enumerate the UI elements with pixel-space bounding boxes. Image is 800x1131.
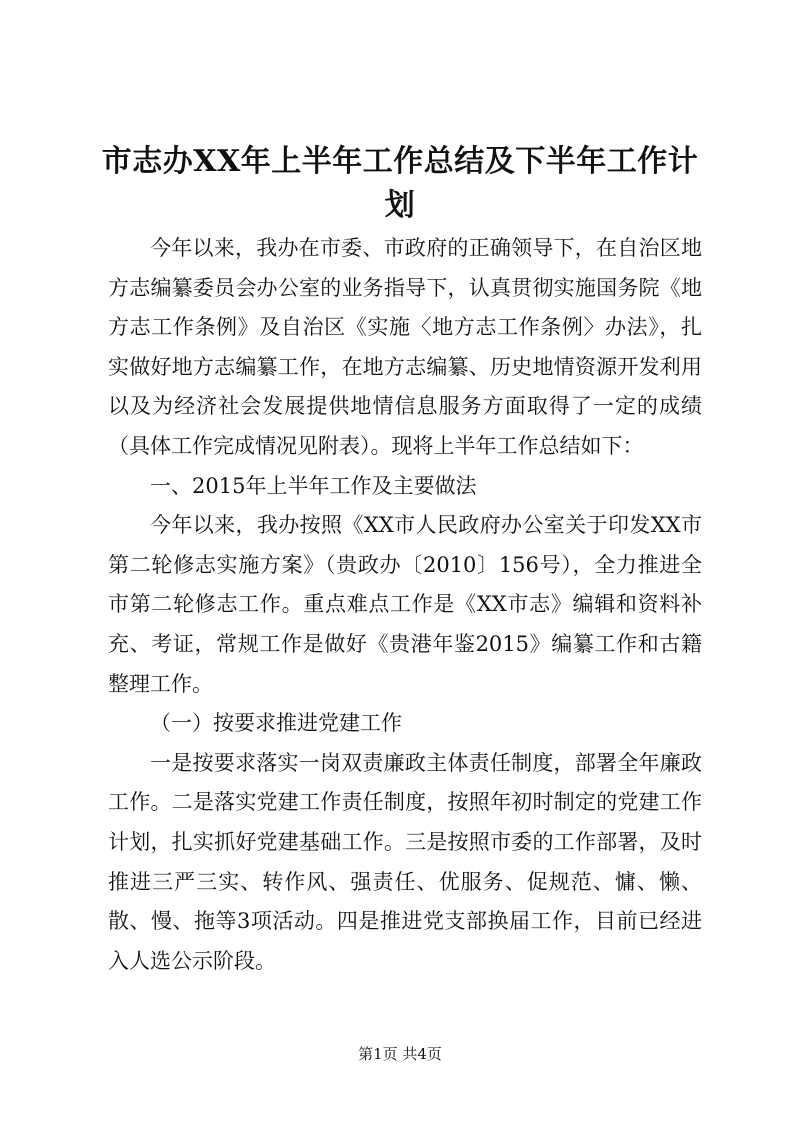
page-number: 第1页 共4页	[358, 1045, 442, 1063]
document-title: 市志办XX年上半年工作总结及下半年工作计划	[101, 144, 699, 223]
subsection-heading-1: （一）按要求推进党建工作	[150, 711, 402, 736]
document-body	[108, 229, 702, 981]
section-heading-1: 一、2015年上半年工作及主要做法	[150, 473, 477, 498]
paragraph-intro: 今年以来，我办在市委、市政府的正确领导下，在自治区地方志编纂委员会办公室的业务指导下，认真贯彻实施国务院《地方志工作条例》及自治区《实施〈地方志工作条例〉办法》，扎实做好地方志编纂工作，在地方志编纂、历史地情资源开发利用以及为经济社会发展提供地情信息服务方面取得了一定的成绩（具体工作完成情况见附表）。现将上半年工作总结如下：	[108, 236, 702, 458]
paragraph-work-plan: 今年以来，我办按照《XX市人民政府办公室关于印发XX市第二轮修志实施方案》（贵政办〔2010〕156号），全力推进全市第二轮修志工作。重点难点工作是《XX市志》编辑和资料补充、考证，常规工作是做好《贵港年鉴2015》编纂工作和古籍整理工作。	[108, 513, 702, 696]
paragraph-party-building: 一是按要求落实一岗双责廉政主体责任制度，部署全年廉政工作。二是落实党建工作责任制度，按照年初时制定的党建工作计划，扎实抓好党建基础工作。三是按照市委的工作部署，及时推进三严三实、转作风、强责任、优服务、促规范、慵、懒、散、慢、拖等3项活动。四是推进党支部换届工作，目前已经进入人选公示阶段。	[108, 750, 702, 973]
